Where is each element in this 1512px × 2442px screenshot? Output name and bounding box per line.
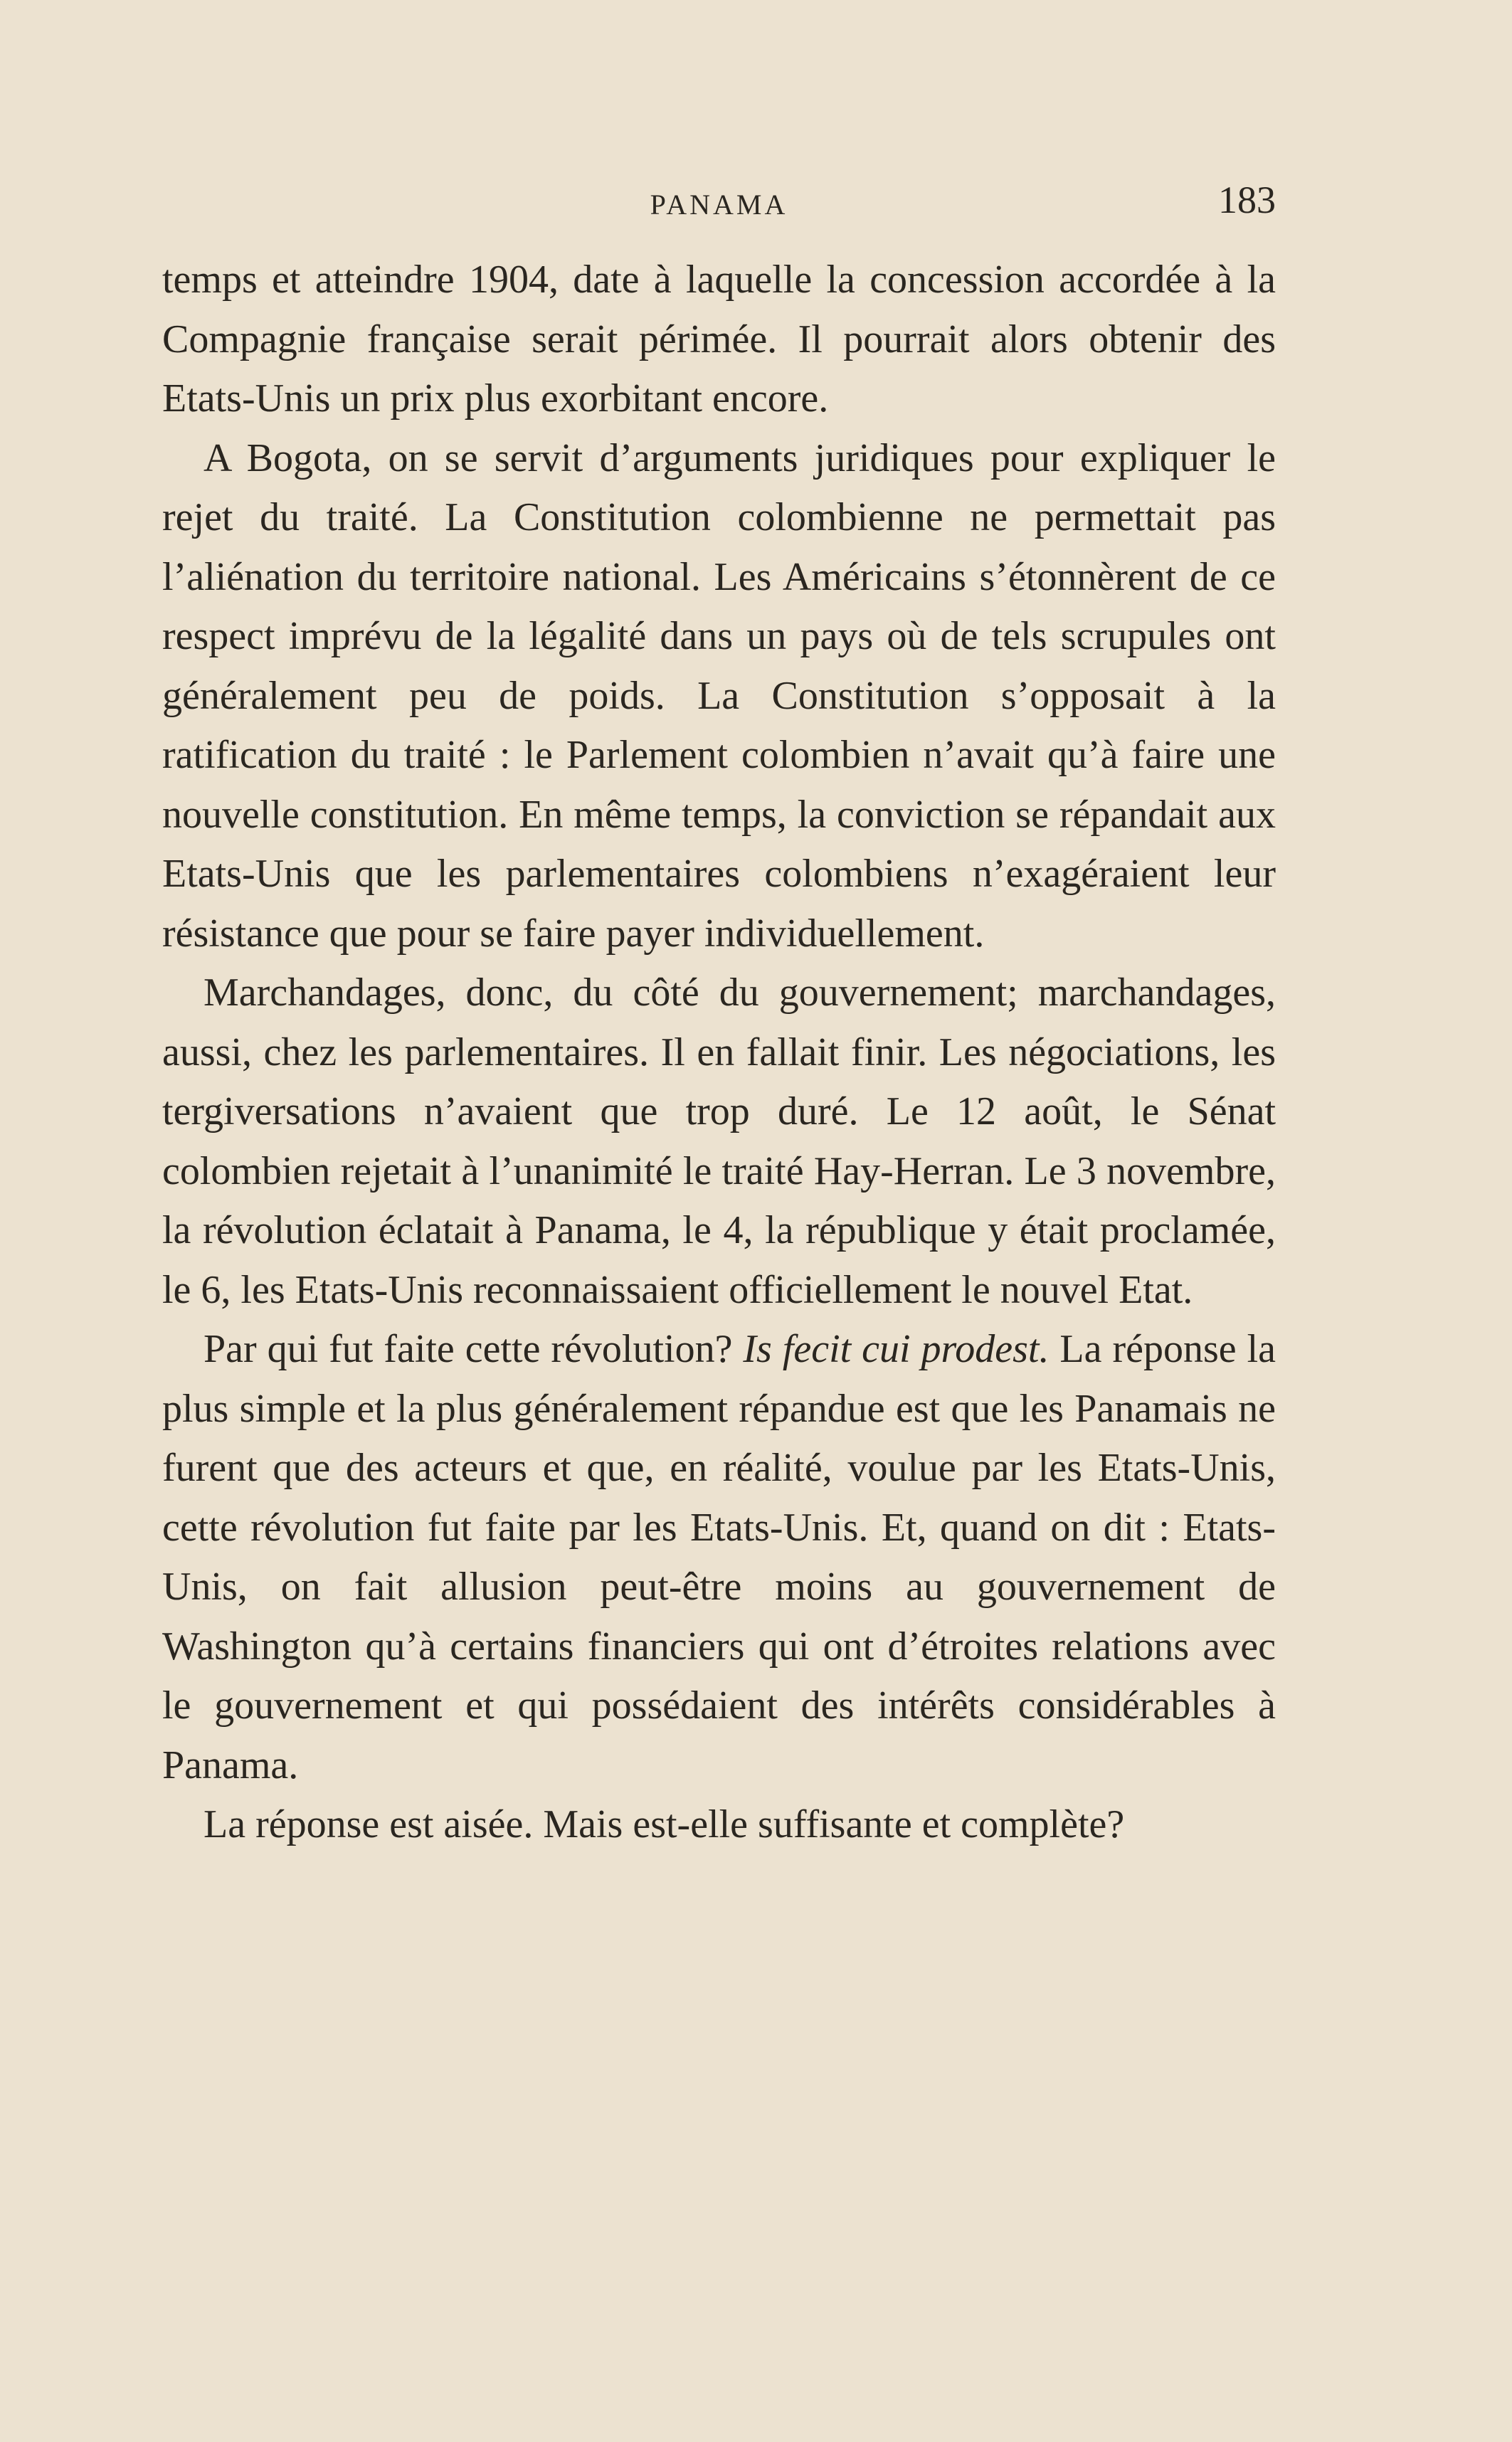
running-title: PANAMA <box>650 189 788 221</box>
body-text <box>162 250 1276 1855</box>
paragraph-1: temps et atteindre 1904, date à laquelle la concession accordée à la Compagnie française serait périmée. Il pourrait alors obtenir des Etats-Unis un prix plus exorbitant encore. <box>162 258 1276 421</box>
page-number: 183 <box>1218 179 1276 221</box>
paragraph-4-text-after: La réponse la plus simple et la plus généralement répandue est que les Panamais ne furent que des acteurs et que, en réalité, voulue par les Etats-Unis, cette révolution fut faite par les Etats-Unis. Et, quand on dit : Etats-Unis, on fait allusion peut-être moins au gouvernement de Washington qu’à certains financiers qui ont d’étroites relations avec le gouvernement et qui possédaient des intérêts considérables à Panama. <box>162 1327 1276 1787</box>
paragraph-2: A Bogota, on se servit d’arguments juridiques pour expliquer le rejet du traité. La Constitution colombienne ne permettait pas l’aliénation du territoire national. Les Américains s’étonnèrent de ce respect imprévu de la légalité dans un pays où de tels scrupules ont généralement peu de poids. La Constitution s’opposait à la ratification du traité : le Parlement colombien n’avait qu’à faire une nouvelle constitution. En même temps, la conviction se répandait aux Etats-Unis que les parlementaires colombiens n’exagéraient leur résistance que pour se faire payer individuellement. <box>162 435 1276 956</box>
latin-quote: Is fecit cui prodest. <box>743 1327 1050 1371</box>
paragraph-5: La réponse est aisée. Mais est-elle suffisante et complète? <box>203 1802 1125 1846</box>
page-header <box>162 178 1276 228</box>
paragraph-4-text-before: Par qui fut faite cette révolution? <box>203 1327 744 1371</box>
paragraph-4 <box>162 1320 1276 1795</box>
paragraph-3: Marchandages, donc, du côté du gouvernement; marchandages, aussi, chez les parlementaires. Il en fallait finir. Les négociations, les tergiversations n’avaient que trop duré. Le 12 août, le Sénat colombien rejetait à l’unanimité le traité Hay-Herran. Le 3 novembre, la révolution éclatait à Panama, le 4, la république y était proclamée, le 6, les Etats-Unis reconnaissaient officiellement le nouvel Etat. <box>162 971 1276 1312</box>
